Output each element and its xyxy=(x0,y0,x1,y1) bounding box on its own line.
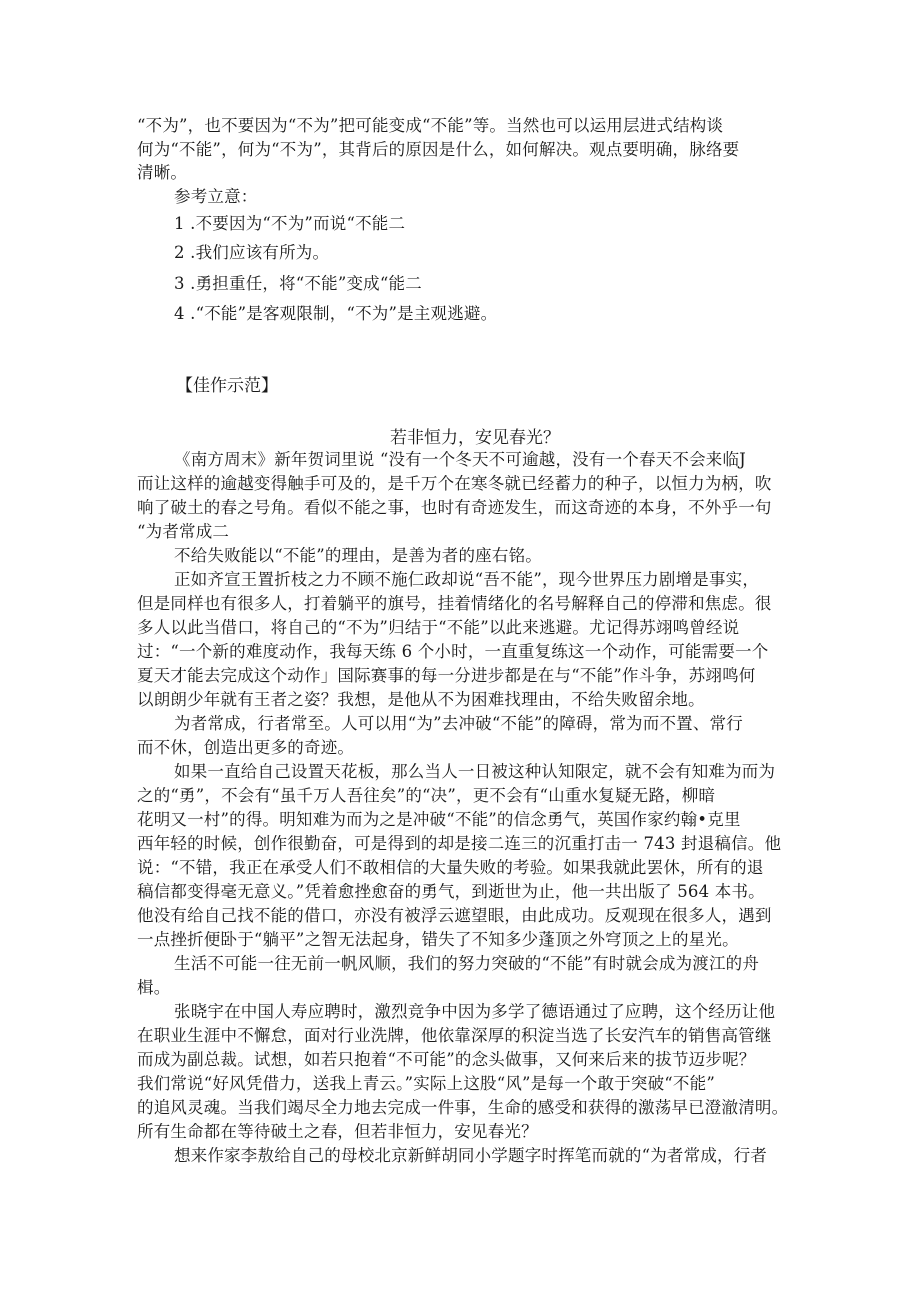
essay-line: 如果一直给自己设置天花板，那么当人一日被这种认知限定，就不会有知难为而为 xyxy=(174,762,776,781)
reference-point: 3 .勇担重任，将“不能”变成“能二 xyxy=(174,274,422,293)
intro-line: “不为”，也不要因为“不为”把可能变成“不能”等。当然也可以运用层进式结构谈 xyxy=(137,116,724,135)
essay-line: 正如齐宣王置折枝之力不顾不施仁政却说“吾不能”，现今世界压力剧增是事实， xyxy=(174,570,760,589)
essay-line: 一点挫折便卧于“躺平”之智无法起身，错失了不知多少蓬顶之外穹顶之上的星光。 xyxy=(137,930,739,949)
intro-line: 清晰。 xyxy=(137,163,188,182)
essay-line: 为者常成，行者常至。人可以用“为”去冲破“不能”的障碍，常为而不置、常行 xyxy=(174,714,743,733)
essay-line: 的追风灵魂。当我们竭尽全力地去完成一件事，生命的感受和获得的激荡早已澄澈清明。 xyxy=(137,1098,789,1117)
essay-line: 稿信都变得毫无意义。”凭着愈挫愈奋的勇气，到逝世为止，他一共出版了 564 本书。 xyxy=(137,882,765,901)
essay-line: 楫。 xyxy=(137,978,171,997)
reference-label: 参考立意： xyxy=(174,187,258,206)
essay-line: 多人以此当借口，将自己的“不为”归结于“不能”以此来逃避。尤记得苏翊鸣曾经说 xyxy=(137,618,740,637)
essay-line: 而让这样的逾越变得触手可及的，是千万个在寒冬就已经蓄力的种子，以恒力为柄，吹 xyxy=(137,474,772,493)
essay-line: 夏天才能去完成这个动作」国际赛事的每一分进步都是在与“不能”作斗争，苏翊鸣何 xyxy=(137,666,756,685)
essay-line: 而成为副总裁。试想，如若只抱着“不可能”的念头做事，又何来后来的拔节迈步呢？ xyxy=(137,1050,756,1069)
essay-line: 西年轻的时候，创作很勤奋，可是得到的却是接二连三的沉重打击一 743 封退稿信。他 xyxy=(137,834,782,853)
essay-line: 过：“一个新的难度动作，我每天练 6 个小时，一直重复练这一个动作，可能需要一个 xyxy=(137,642,769,661)
reference-point: 1 .不要因为“不为”而说“不能二 xyxy=(174,214,406,233)
essay-line: 响了破土的春之号角。看似不能之事，也时有奇迹发生，而这奇迹的本身，不外乎一句 xyxy=(137,498,772,517)
essay-line: 所有生命都在等待破土之春，但若非恒力，安见春光？ xyxy=(137,1122,538,1141)
essay-line: 以朗朗少年就有王者之姿？我想，是他从不为困难找理由，不给失败留余地。 xyxy=(137,690,705,709)
essay-line: 张晓宇在中国人寿应聘时，激烈竞争中因为多学了德语通过了应聘，这个经历让他 xyxy=(174,1002,776,1021)
essay-line: 不给失败能以“不能”的理由，是善为者的座右铭。 xyxy=(174,546,542,565)
essay-line: 他没有给自己找不能的借口，亦没有被浮云遮望眼，由此成功。反观现在很多人，遇到 xyxy=(137,906,772,925)
essay-line: 说：“不错，我正在承受人们不敢相信的大量失败的考验。如果我就此罢休，所有的退 xyxy=(137,858,764,877)
essay-line: “为者常成二 xyxy=(137,522,230,541)
essay-line: 之的“勇”，不会有“虽千万人吾往矣”的“决”，更不会有“山重水复疑无路，柳暗 xyxy=(137,786,716,805)
essay-title: 若非恒力，安见春光？ xyxy=(390,428,560,448)
intro-line: 何为“不能”，何为“不为”，其背后的原因是什么，如何解决。观点要明确，脉络要 xyxy=(137,140,740,159)
essay-line: 《南方周末》新年贺词里说 “没有一个冬天不可逾越，没有一个春天不会来临J xyxy=(174,450,746,469)
essay-line: 但是同样也有很多人，打着躺平的旗号，挂着情绪化的名号解释自己的停滞和焦虑。很 xyxy=(137,594,772,613)
section-heading: 【佳作示范】 xyxy=(176,376,278,396)
reference-point: 2 .我们应该有所为。 xyxy=(174,243,330,262)
essay-line: 在职业生涯中不懈怠，面对行业洗牌，他依靠深厚的积淀当选了长安汽车的销售高管继 xyxy=(137,1026,772,1045)
essay-line: 想来作家李敖给自己的母校北京新鲜胡同小学题字时挥笔而就的“为者常成，行者 xyxy=(174,1146,768,1165)
essay-line: 我们常说“好风凭借力，送我上青云。”实际上这股“风”是每一个敢于突破“不能” xyxy=(137,1074,715,1093)
reference-point: 4 .“不能”是客观限制，“不为”是主观逃避。 xyxy=(174,304,498,323)
essay-line: 生活不可能一往无前一帆风顺，我们的努力突破的“不能”有时就会成为渡江的舟 xyxy=(174,954,760,973)
essay-line: 而不休，创造出更多的奇迹。 xyxy=(137,738,355,757)
essay-line: 花明又一村”的得。明知难为而为之是冲破“不能”的信念勇气，英国作家约翰•克里 xyxy=(137,810,741,829)
